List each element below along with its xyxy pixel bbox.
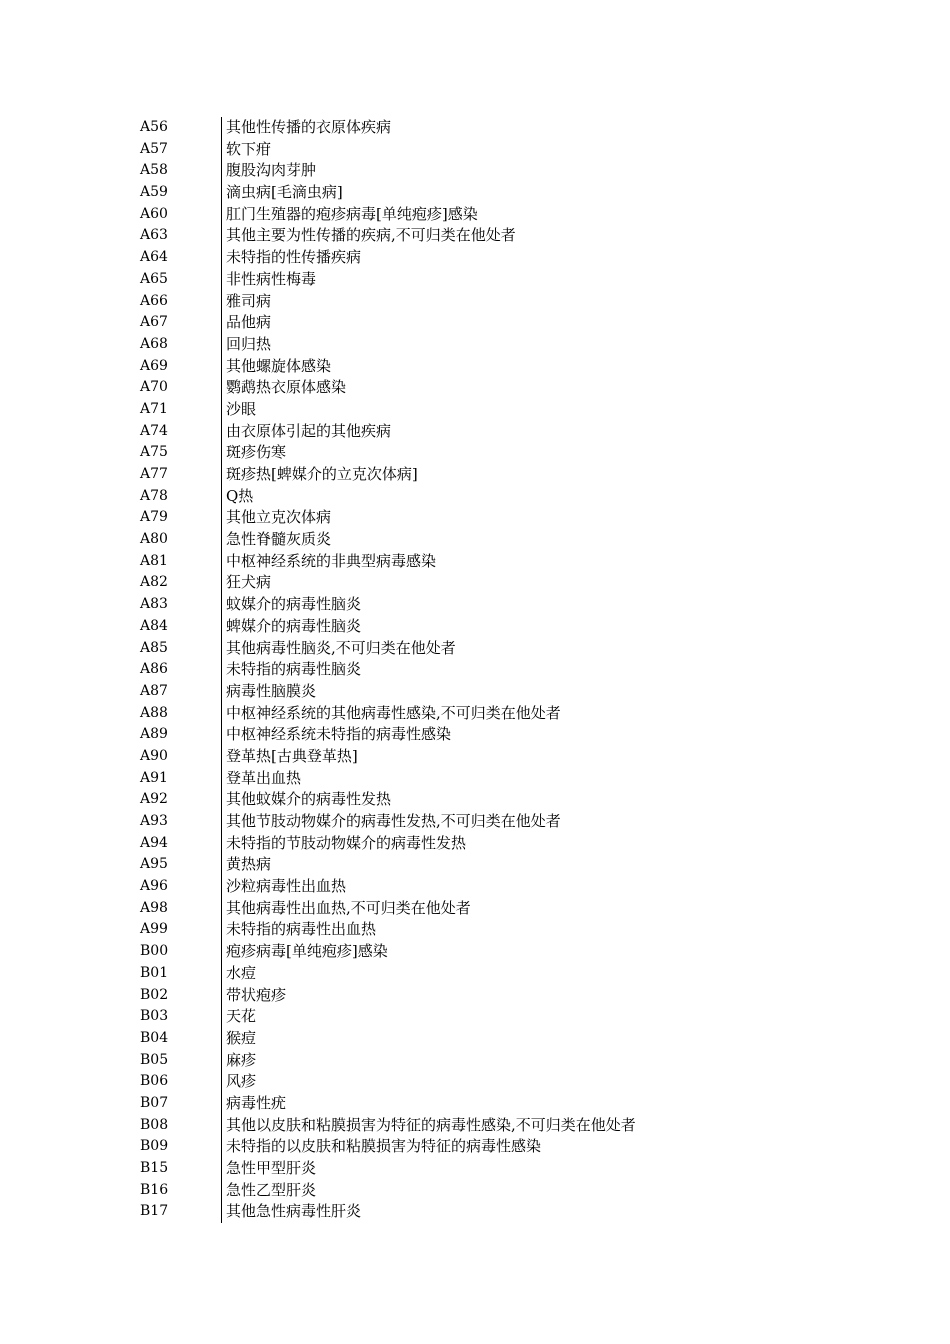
disease-code: A67 [140,314,168,331]
table-row [140,638,760,660]
table-row [140,421,760,443]
table-row [140,1050,760,1072]
disease-name: 其他主要为性传播的疾病,不可归类在他处者 [221,225,516,247]
disease-code: A71 [140,400,168,417]
disease-code: A57 [140,140,168,157]
disease-name: 病毒性疣 [221,1093,286,1115]
table-row [140,811,760,833]
disease-name: 其他急性病毒性肝炎 [221,1201,361,1223]
disease-code: A56 [140,119,168,135]
disease-name: 水痘 [221,963,256,985]
table-row [140,182,760,204]
table-row [140,789,760,811]
disease-name: 由衣原体引起的其他疾病 [221,421,391,443]
table-row [140,854,760,876]
table-row [140,1093,760,1115]
table-row [140,225,760,247]
disease-name: 回归热 [221,334,271,356]
table-row [140,139,760,161]
table-row [140,334,760,356]
disease-code: B16 [140,1181,169,1198]
disease-code: A80 [140,531,168,548]
table-row [140,1115,760,1137]
disease-name: 鹦鹉热衣原体感染 [221,377,346,399]
disease-code: A63 [140,227,168,244]
disease-name: 沙眼 [221,399,256,421]
table-row [140,941,760,963]
table-row [140,1201,760,1223]
disease-code: B03 [140,1008,169,1025]
disease-code: A99 [140,921,168,938]
table-row [140,963,760,985]
table-row [140,442,760,464]
table-row [140,1071,760,1093]
disease-name: 中枢神经系统的非典型病毒感染 [221,551,436,573]
table-row [140,746,760,768]
table-row [140,486,760,508]
disease-name: 软下疳 [221,139,271,161]
disease-name: 登革热[古典登革热] [221,746,358,768]
disease-code: A87 [140,682,168,699]
disease-code: A94 [140,834,168,851]
disease-name: 腹股沟肉芽肿 [221,160,316,182]
table-row [140,1158,760,1180]
table-row [140,312,760,334]
disease-code: A60 [140,205,168,222]
disease-name: 中枢神经系统未特指的病毒性感染 [221,724,451,746]
disease-code: B15 [140,1160,169,1176]
disease-code: A84 [140,617,168,634]
disease-name: 斑疹热[蜱媒介的立克次体病] [221,464,418,486]
disease-name: 其他蚊媒介的病毒性发热 [221,789,391,811]
disease-code: A74 [140,422,168,439]
table-row [140,919,760,941]
disease-name: 滴虫病[毛滴虫病] [221,182,343,204]
disease-name: 急性脊髓灰质炎 [221,529,331,551]
disease-code: B05 [140,1051,169,1068]
disease-code: B00 [140,943,169,960]
table-row [140,681,760,703]
disease-name: 雅司病 [221,291,271,313]
table-row [140,768,760,790]
disease-code: B09 [140,1138,169,1155]
disease-name: 疱疹病毒[单纯疱疹]感染 [221,941,388,963]
disease-code: A86 [140,661,168,678]
disease-code: A95 [140,856,168,873]
disease-code: A78 [140,487,168,504]
disease-code: B01 [140,964,169,981]
disease-code: B07 [140,1094,169,1111]
disease-code: A77 [140,466,168,482]
table-row [140,247,760,269]
table-row [140,1136,760,1158]
disease-name: 麻疹 [221,1050,256,1072]
disease-code-table [140,117,760,1223]
table-row [140,507,760,529]
disease-code: A83 [140,596,168,613]
disease-code: B02 [140,986,169,1003]
disease-code: A91 [140,769,168,786]
disease-name: 非性病性梅毒 [221,269,316,291]
table-row [140,464,760,486]
disease-code: A89 [140,726,168,743]
table-row [140,594,760,616]
disease-code: A93 [140,813,168,829]
disease-name: 登革出血热 [221,768,301,790]
table-row [140,356,760,378]
disease-name: 其他立克次体病 [221,507,331,529]
table-row [140,269,760,291]
disease-code: A90 [140,747,168,764]
table-row [140,1028,760,1050]
table-row [140,616,760,638]
disease-code: B17 [140,1203,169,1220]
disease-code: A85 [140,639,168,656]
disease-name: 其他以皮肤和粘膜损害为特征的病毒性感染,不可归类在他处者 [221,1115,636,1137]
disease-code: A58 [140,162,168,179]
table-row [140,160,760,182]
disease-code: A59 [140,184,168,201]
disease-name: 病毒性脑膜炎 [221,681,316,703]
disease-code: A79 [140,509,168,526]
table-row [140,572,760,594]
disease-name: 天花 [221,1006,256,1028]
table-row [140,659,760,681]
table-row [140,898,760,920]
disease-code: A88 [140,704,168,721]
disease-code: A98 [140,899,168,916]
table-row [140,1180,760,1202]
disease-code: A69 [140,357,168,374]
disease-code: A92 [140,791,168,808]
disease-code: A96 [140,878,168,895]
table-row [140,529,760,551]
disease-code: A64 [140,249,168,266]
disease-name: 沙粒病毒性出血热 [221,876,346,898]
disease-code: A70 [140,379,168,396]
table-row [140,377,760,399]
disease-name: 蚊媒介的病毒性脑炎 [221,594,361,616]
table-row [140,291,760,313]
disease-name: 肛门生殖器的疱疹病毒[单纯疱疹]感染 [221,204,478,226]
disease-name: 风疹 [221,1071,256,1093]
table-row [140,551,760,573]
disease-code: A81 [140,552,168,569]
disease-name: 斑疹伤寒 [221,442,286,464]
disease-name: 带状疱疹 [221,985,286,1007]
disease-code: A82 [140,574,168,591]
table-row [140,399,760,421]
disease-name: 其他病毒性出血热,不可归类在他处者 [221,898,471,920]
disease-name: 其他病毒性脑炎,不可归类在他处者 [221,638,456,660]
table-row [140,703,760,725]
disease-name: 急性甲型肝炎 [221,1158,316,1180]
table-row [140,117,760,139]
disease-name: 其他螺旋体感染 [221,356,331,378]
table-row [140,1006,760,1028]
disease-name: 猴痘 [221,1028,256,1050]
disease-name: 未特指的病毒性脑炎 [221,659,361,681]
disease-code: A75 [140,444,168,461]
disease-name: 未特指的以皮肤和粘膜损害为特征的病毒性感染 [221,1136,541,1158]
disease-code: B04 [140,1029,169,1046]
disease-name: 狂犬病 [221,572,271,594]
disease-name: 中枢神经系统的其他病毒性感染,不可归类在他处者 [221,703,561,725]
table-row [140,833,760,855]
disease-code: A66 [140,292,168,309]
table-row [140,204,760,226]
disease-name: 品他病 [221,312,271,334]
disease-name: 其他节肢动物媒介的病毒性发热,不可归类在他处者 [221,811,561,833]
table-row [140,985,760,1007]
disease-name: 未特指的性传播疾病 [221,247,361,269]
disease-name: 蜱媒介的病毒性脑炎 [221,616,361,638]
disease-name: 其他性传播的衣原体疾病 [221,117,391,139]
disease-name: 未特指的病毒性出血热 [221,919,376,941]
disease-code: B06 [140,1073,169,1090]
disease-code: A65 [140,270,168,287]
disease-name: 急性乙型肝炎 [221,1180,316,1202]
disease-name: Q热 [221,486,253,508]
table-row [140,876,760,898]
table-row [140,724,760,746]
disease-name: 黄热病 [221,854,271,876]
disease-code: A68 [140,335,168,352]
disease-code: B08 [140,1116,169,1133]
disease-name: 未特指的节肢动物媒介的病毒性发热 [221,833,466,855]
